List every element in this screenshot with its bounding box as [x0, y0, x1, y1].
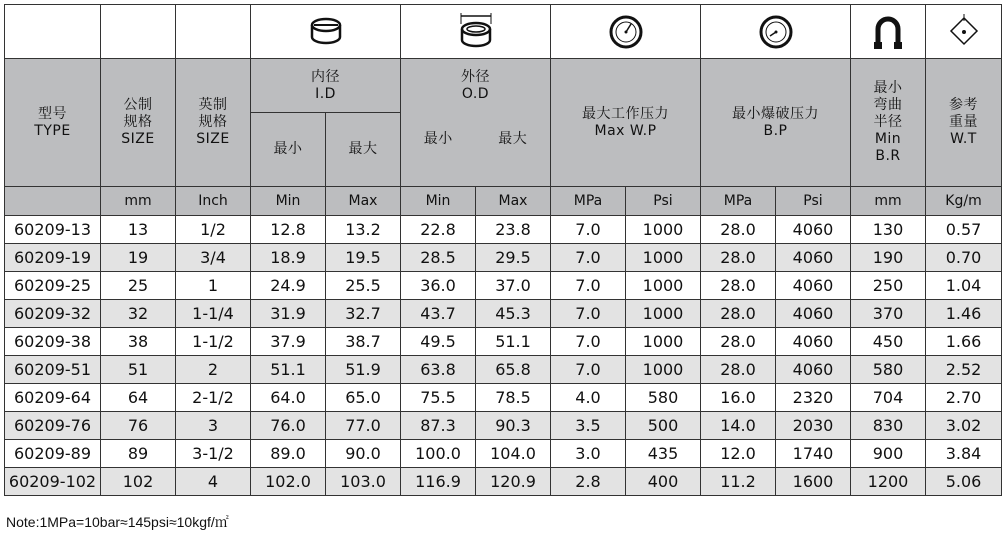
table-cell: 104.0 — [476, 440, 551, 468]
table-cell: 51 — [101, 356, 176, 384]
table-cell: 1.04 — [926, 272, 1002, 300]
table-cell: 13 — [101, 216, 176, 244]
table-cell: 13.2 — [326, 216, 401, 244]
table-cell: 190 — [851, 244, 926, 272]
table-cell: 370 — [851, 300, 926, 328]
table-cell: 19 — [101, 244, 176, 272]
table-row — [5, 244, 1002, 272]
table-cell: 60209-25 — [5, 272, 101, 300]
table-cell: 4060 — [776, 356, 851, 384]
inner-diameter-icon — [251, 5, 401, 59]
table-cell: 87.3 — [401, 412, 476, 440]
table-cell: 29.5 — [476, 244, 551, 272]
col-wt-header: 参考 重量 W.T — [926, 59, 1002, 187]
table-cell: 49.5 — [401, 328, 476, 356]
table-cell: 580 — [851, 356, 926, 384]
unit-od-min: Min — [401, 187, 476, 216]
icon-row — [5, 5, 1002, 59]
table-cell: 60209-64 — [5, 384, 101, 412]
table-cell: 28.5 — [401, 244, 476, 272]
table-cell: 3 — [176, 412, 251, 440]
table-row — [5, 328, 1002, 356]
unit-wp-psi: Psi — [626, 187, 701, 216]
table-cell: 16.0 — [701, 384, 776, 412]
table-cell: 435 — [626, 440, 701, 468]
table-cell: 116.9 — [401, 468, 476, 496]
table-cell: 3-1/2 — [176, 440, 251, 468]
table-cell: 580 — [626, 384, 701, 412]
table-cell: 37.9 — [251, 328, 326, 356]
table-cell: 51.1 — [251, 356, 326, 384]
table-cell: 77.0 — [326, 412, 401, 440]
table-cell: 1.46 — [926, 300, 1002, 328]
table-cell: 400 — [626, 468, 701, 496]
table-cell: 12.8 — [251, 216, 326, 244]
table-cell: 1000 — [626, 272, 701, 300]
table-cell: 1.66 — [926, 328, 1002, 356]
table-cell: 450 — [851, 328, 926, 356]
table-cell: 4060 — [776, 328, 851, 356]
hose-spec-table — [4, 4, 1002, 496]
table-cell: 1000 — [626, 216, 701, 244]
table-cell: 63.8 — [401, 356, 476, 384]
col-od-header: 外径 O.D 最小 最大 — [401, 59, 551, 187]
table-cell: 4060 — [776, 300, 851, 328]
weight-icon — [926, 5, 1002, 59]
table-cell: 12.0 — [701, 440, 776, 468]
unit-wp-mpa: MPa — [551, 187, 626, 216]
table-cell: 38.7 — [326, 328, 401, 356]
table-cell: 500 — [626, 412, 701, 440]
table-cell: 64.0 — [251, 384, 326, 412]
table-cell: 3/4 — [176, 244, 251, 272]
table-cell: 102 — [101, 468, 176, 496]
table-cell: 38 — [101, 328, 176, 356]
table-cell: 37.0 — [476, 272, 551, 300]
table-cell: 3.5 — [551, 412, 626, 440]
table-cell: 32.7 — [326, 300, 401, 328]
table-cell: 102.0 — [251, 468, 326, 496]
col-id-header: 内径 I.D — [251, 59, 401, 113]
table-cell: 3.0 — [551, 440, 626, 468]
table-cell: 1000 — [626, 328, 701, 356]
table-cell: 100.0 — [401, 440, 476, 468]
table-cell: 32 — [101, 300, 176, 328]
table-cell: 60209-51 — [5, 356, 101, 384]
table-cell: 14.0 — [701, 412, 776, 440]
table-cell: 36.0 — [401, 272, 476, 300]
table-cell: 7.0 — [551, 356, 626, 384]
table-cell: 22.8 — [401, 216, 476, 244]
table-cell: 60209-38 — [5, 328, 101, 356]
table-cell: 1000 — [626, 300, 701, 328]
unit-row — [5, 187, 1002, 216]
table-cell: 90.3 — [476, 412, 551, 440]
unit-id-min: Min — [251, 187, 326, 216]
table-cell: 28.0 — [701, 244, 776, 272]
table-cell: 1/2 — [176, 216, 251, 244]
table-cell: 3.02 — [926, 412, 1002, 440]
table-cell: 31.9 — [251, 300, 326, 328]
table-cell: 89.0 — [251, 440, 326, 468]
unit-br: mm — [851, 187, 926, 216]
table-cell: 60209-32 — [5, 300, 101, 328]
table-cell: 7.0 — [551, 244, 626, 272]
table-cell: 4.0 — [551, 384, 626, 412]
table-cell: 4 — [176, 468, 251, 496]
table-cell: 1000 — [626, 244, 701, 272]
table-cell: 0.57 — [926, 216, 1002, 244]
table-cell: 28.0 — [701, 356, 776, 384]
table-cell: 76 — [101, 412, 176, 440]
table-cell: 4060 — [776, 272, 851, 300]
table-cell: 3.84 — [926, 440, 1002, 468]
table-cell: 60209-76 — [5, 412, 101, 440]
table-cell: 65.0 — [326, 384, 401, 412]
table-cell: 4060 — [776, 216, 851, 244]
table-cell: 830 — [851, 412, 926, 440]
table-cell: 7.0 — [551, 272, 626, 300]
burst-pressure-gauge-icon — [701, 5, 851, 59]
table-cell: 60209-19 — [5, 244, 101, 272]
table-cell: 2030 — [776, 412, 851, 440]
table-cell: 7.0 — [551, 216, 626, 244]
table-cell: 2.8 — [551, 468, 626, 496]
table-row — [5, 468, 1002, 496]
working-pressure-gauge-icon — [551, 5, 701, 59]
table-cell: 7.0 — [551, 300, 626, 328]
table-cell: 1600 — [776, 468, 851, 496]
table-cell: 78.5 — [476, 384, 551, 412]
col-id-max-header: 最大 — [326, 113, 401, 187]
unit-bp-psi: Psi — [776, 187, 851, 216]
table-cell: 2.52 — [926, 356, 1002, 384]
table-cell: 24.9 — [251, 272, 326, 300]
table-cell: 7.0 — [551, 328, 626, 356]
table-cell: 51.9 — [326, 356, 401, 384]
table-row — [5, 356, 1002, 384]
table-cell: 1-1/4 — [176, 300, 251, 328]
table-cell: 76.0 — [251, 412, 326, 440]
col-wp-header: 最大工作压力 Max W.P — [551, 59, 701, 187]
table-cell: 1740 — [776, 440, 851, 468]
table-cell: 60209-102 — [5, 468, 101, 496]
table-cell: 28.0 — [701, 328, 776, 356]
bend-radius-icon — [851, 5, 926, 59]
table-cell: 2-1/2 — [176, 384, 251, 412]
col-dn-header: 公制 规格 SIZE — [101, 59, 176, 187]
table-cell: 704 — [851, 384, 926, 412]
table-cell: 75.5 — [401, 384, 476, 412]
col-type-header: 型号 TYPE — [5, 59, 101, 187]
table-cell: 2 — [176, 356, 251, 384]
table-cell: 0.70 — [926, 244, 1002, 272]
table-cell: 23.8 — [476, 216, 551, 244]
table-cell: 43.7 — [401, 300, 476, 328]
unit-inch: Inch — [176, 187, 251, 216]
table-cell: 90.0 — [326, 440, 401, 468]
table-cell: 4060 — [776, 244, 851, 272]
table-cell: 65.8 — [476, 356, 551, 384]
table-cell: 25.5 — [326, 272, 401, 300]
table-cell: 1 — [176, 272, 251, 300]
table-row — [5, 216, 1002, 244]
table-cell: 18.9 — [251, 244, 326, 272]
table-cell: 51.1 — [476, 328, 551, 356]
unit-id-max: Max — [326, 187, 401, 216]
table-cell: 28.0 — [701, 300, 776, 328]
table-cell: 28.0 — [701, 216, 776, 244]
conversion-note: Note:1MPa=10bar≈145psi≈10kgf/㎡ — [6, 514, 229, 530]
table-body — [5, 216, 1002, 496]
table-cell: 1200 — [851, 468, 926, 496]
table-cell: 64 — [101, 384, 176, 412]
table-cell: 2.70 — [926, 384, 1002, 412]
unit-wt: Kg/m — [926, 187, 1002, 216]
table-cell: 25 — [101, 272, 176, 300]
table-cell: 60209-89 — [5, 440, 101, 468]
col-id-min-header: 最小 — [251, 113, 326, 187]
table-cell: 5.06 — [926, 468, 1002, 496]
table-cell: 28.0 — [701, 272, 776, 300]
unit-bp-mpa: MPa — [701, 187, 776, 216]
table-cell: 11.2 — [701, 468, 776, 496]
table-cell: 1-1/2 — [176, 328, 251, 356]
col-br-header: 最小 弯曲 半径 Min B.R — [851, 59, 926, 187]
table-cell: 19.5 — [326, 244, 401, 272]
table-row — [5, 272, 1002, 300]
table-cell: 900 — [851, 440, 926, 468]
table-cell: 103.0 — [326, 468, 401, 496]
table-cell: 250 — [851, 272, 926, 300]
table-row — [5, 384, 1002, 412]
table-row — [5, 300, 1002, 328]
unit-od-max: Max — [476, 187, 551, 216]
table-cell: 89 — [101, 440, 176, 468]
table-cell: 130 — [851, 216, 926, 244]
table-row — [5, 440, 1002, 468]
table-cell: 60209-13 — [5, 216, 101, 244]
table-row — [5, 412, 1002, 440]
table-cell: 2320 — [776, 384, 851, 412]
table-cell: 1000 — [626, 356, 701, 384]
col-inch-header: 英制 规格 SIZE — [176, 59, 251, 187]
table-cell: 45.3 — [476, 300, 551, 328]
outer-diameter-icon — [401, 5, 551, 59]
col-bp-header: 最小爆破压力 B.P — [701, 59, 851, 187]
table-cell: 120.9 — [476, 468, 551, 496]
unit-dn: mm — [101, 187, 176, 216]
